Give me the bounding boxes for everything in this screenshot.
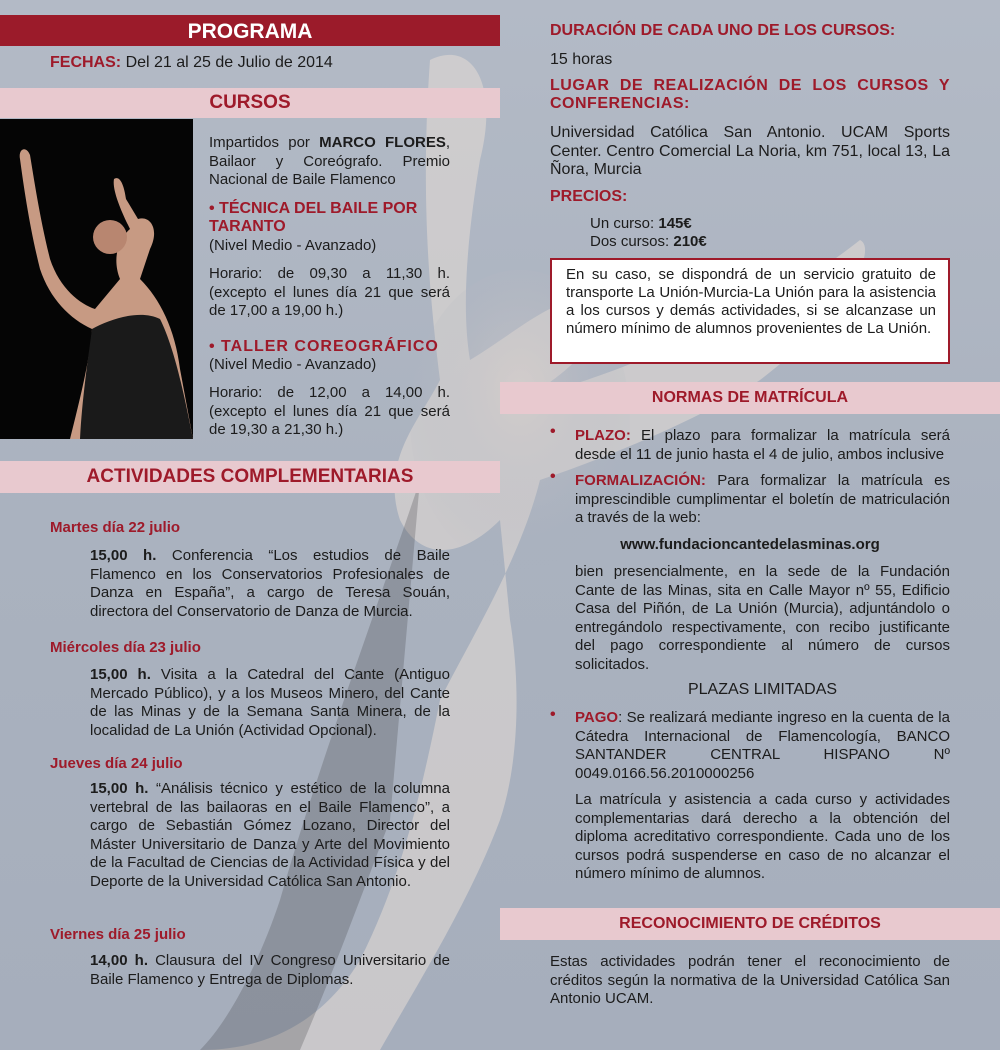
instructor-name: MARCO FLORES xyxy=(319,134,446,151)
pago-text xyxy=(575,709,950,783)
activity-desc-2: Visita a la Catedral del Cante (Antiguo Mercado Público), y a los Museos Minero, del Cante de las Minas y de la Semana Santa Minera, de la localidad de La Unión (Actividad Opcional). xyxy=(90,666,450,739)
precio-un-curso xyxy=(590,215,692,234)
dancer-silhouette-icon xyxy=(0,119,193,439)
reconocimiento-text: Estas actividades podrán tener el reconocimiento de créditos según la normativa de la Universidad Católica San Antonio UCAM. xyxy=(550,953,950,1007)
web-link[interactable]: www.fundacioncantedelasminas.org xyxy=(620,536,880,553)
course2-schedule: Horario: de 12,00 a 14,00 h. (excepto el lunes día 21 que será de 19,30 a 21,30 h.) xyxy=(209,384,450,438)
precios-title: PRECIOS: xyxy=(550,188,628,205)
precio-un-value: 145€ xyxy=(658,215,692,232)
bullet-formalizacion: • xyxy=(550,468,556,485)
presencial-text: bien presencialmente, en la sede de la Fundación Cante de las Minas, sita en Calle Mayor nº 55, Edificio Casa del Piñón, de La Unión (Murcia), adjuntándolo o entregándolo respectivamente, con recibo justificante del pago correspondiente al número de cursos solicitados. xyxy=(575,563,950,673)
lugar-title: LUGAR DE REALIZACIÓN DE LOS CURSOS Y CONFERENCIAS: xyxy=(550,77,950,112)
activity-desc-3: “Análisis técnico y estético de la columna vertebral de las bailaoras en el Baile Flamenco”, a cargo de Sebastián Gómez Lozano, Director del Máster Universitario de Danza y Arte del Movimiento de la Facultad de Ciencias de la Actividad Física y del Deporte de la Universidad Católica San Antonio. xyxy=(90,780,450,890)
programa-header-bar xyxy=(0,15,500,46)
activity-desc-4: Clausura del IV Congreso Universitario de Baile Flamenco y Entrega de Diplomas. xyxy=(90,952,450,988)
activity-time-4: 14,00 h. xyxy=(90,952,148,969)
activity-text-1 xyxy=(90,547,450,621)
transporte-note-box: En su caso, se dispondrá de un servicio gratuito de transporte La Unión-Murcia-La Unión para la asistencia a los cursos y demás actividades, si se alcanzase un número mínimo de alumnos provenientes de La Unión. xyxy=(550,258,950,364)
activity-text-2 xyxy=(90,666,450,740)
matricula-text: La matrícula y asistencia a cada curso y actividades complementarias dará derecho a la obtención del diploma acreditativo correspondiente. Cada uno de los cursos podrá suspenderse en caso de no alcanzar el número mínimo de alumnos. xyxy=(575,791,950,882)
actividades-title: ACTIVIDADES COMPLEMENTARIAS xyxy=(86,466,414,487)
cursos-title: CURSOS xyxy=(209,92,291,113)
reconocimiento-header-bar xyxy=(500,908,1000,940)
actividades-header-bar xyxy=(0,461,500,493)
plazo-text xyxy=(575,427,950,464)
normas-title: NORMAS DE MATRÍCULA xyxy=(651,389,849,406)
activity-day-2: Miércoles día 23 julio xyxy=(50,639,201,656)
activity-day-1: Martes día 22 julio xyxy=(50,519,181,536)
precio-dos-label: Dos cursos: xyxy=(590,233,674,250)
pago-label: PAGO xyxy=(575,709,619,726)
precio-dos-cursos xyxy=(590,233,707,252)
plazas-limitadas: PLAZAS LIMITADAS xyxy=(687,681,838,698)
course1-title: • TÉCNICA DEL BAILE POR TARANTO xyxy=(209,200,418,235)
pago-desc: : Se realizará mediante ingreso en la cuenta de la Cátedra Internacional de Flamencología, BANCO SANTANDER CENTRAL HISPANO Nº 0049.0166.56.2010000256 xyxy=(575,709,950,782)
activity-text-3 xyxy=(90,780,450,891)
course1-schedule: Horario: de 09,30 a 11,30 h. (excepto el lunes día 21 que será de 17,00 a 19,00 h.) xyxy=(209,265,450,319)
course2-level: (Nivel Medio - Avanzado) xyxy=(209,356,377,373)
course2-title: • TALLER COREOGRÁFICO xyxy=(209,338,439,355)
fechas-label: FECHAS: xyxy=(50,54,122,71)
formalizacion-label: FORMALIZACIÓN: xyxy=(575,472,706,489)
formalizacion-desc: Para formalizar la matrícula es imprescindible cumplimentar el boletín de matriculación a través de la web: xyxy=(575,472,950,526)
precio-dos-value: 210€ xyxy=(673,233,707,250)
precio-un-label: Un curso: xyxy=(590,215,659,232)
activity-time-3: 15,00 h. xyxy=(90,780,149,797)
intro-pre: Impartidos por xyxy=(209,134,320,151)
activity-day-4: Viernes día 25 julio xyxy=(50,926,186,943)
plazo-desc: El plazo para formalizar la matrícula será desde el 11 de junio hasta el 4 de julio, ambos inclusive xyxy=(575,427,950,463)
activity-desc-1: Conferencia “Los estudios de Baile Flamenco en los Conservatorios Profesionales de Danza en España”, a cargo de Teresa Souán, directora del Conservatorio de Danza de Murcia. xyxy=(90,547,450,620)
activity-time-2: 15,00 h. xyxy=(90,666,151,683)
lugar-value: Universidad Católica San Antonio. UCAM Sports Center. Centro Comercial La Noria, km 751, local 13, La Ñora, Murcia xyxy=(550,124,950,178)
normas-header-bar xyxy=(500,382,1000,414)
programa-title: PROGRAMA xyxy=(187,20,313,43)
fechas-line xyxy=(50,54,333,73)
cursos-header-bar xyxy=(0,88,500,118)
dancer-photo xyxy=(0,119,193,439)
duracion-title: DURACIÓN DE CADA UNO DE LOS CURSOS: xyxy=(550,22,896,39)
formalizacion-text xyxy=(575,472,950,528)
bullet-plazo: • xyxy=(550,423,556,440)
cursos-intro xyxy=(209,134,450,190)
reconocimiento-title: RECONOCIMIENTO DE CRÉDITOS xyxy=(619,915,881,932)
duracion-value: 15 horas xyxy=(550,51,613,68)
plazo-label: PLAZO: xyxy=(575,427,631,444)
activity-day-3: Jueves día 24 julio xyxy=(50,755,183,772)
course1-level: (Nivel Medio - Avanzado) xyxy=(209,237,377,254)
activity-time-1: 15,00 h. xyxy=(90,547,157,564)
intro-post: , Bailaor y Coreógrafo. Premio Nacional de Baile Flamenco xyxy=(209,134,450,188)
bullet-pago: • xyxy=(550,706,556,723)
activity-text-4 xyxy=(90,952,450,989)
fechas-value: Del 21 al 25 de Julio de 2014 xyxy=(125,54,333,71)
